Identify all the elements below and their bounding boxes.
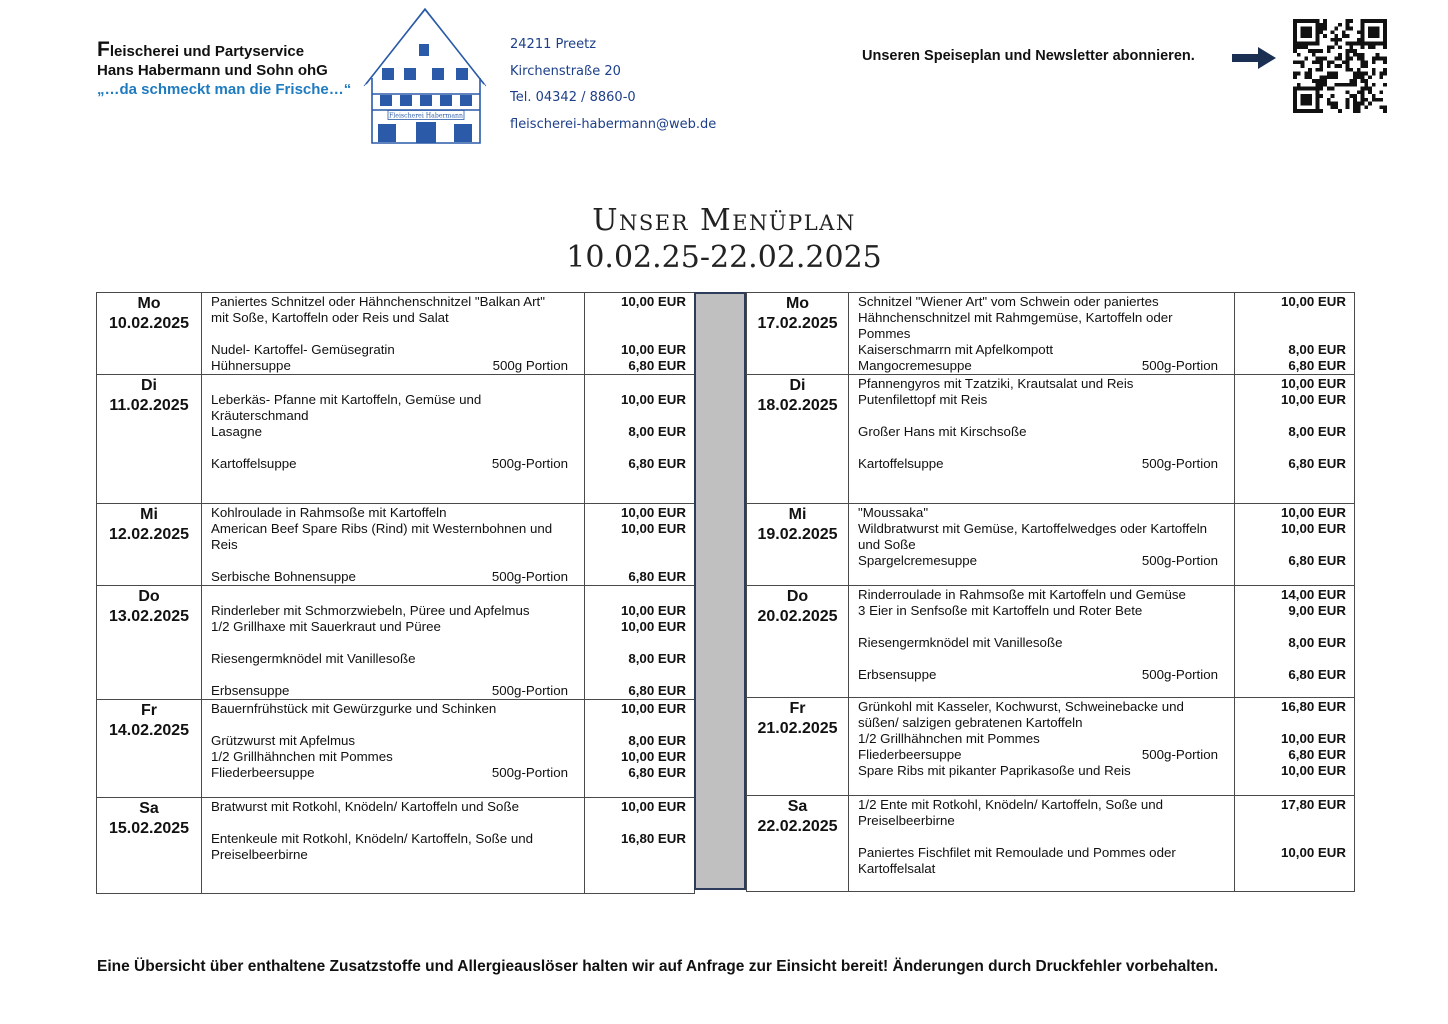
menu-item-text: American Beef Spare Ribs (Rind) mit Westernbohnen und	[211, 521, 553, 536]
menu-item-line	[858, 537, 1226, 553]
portion-label: 500g-Portion	[1141, 553, 1218, 568]
price-value: 10,00 EUR	[1280, 294, 1346, 309]
menu-item-line	[211, 749, 576, 765]
menu-item-line	[858, 797, 1226, 813]
menu-item-line	[211, 619, 576, 635]
menu-item-text: Reis	[211, 537, 238, 552]
footer-note: Eine Übersicht über enthaltene Zusatzstoffe und Allergieauslöser halten wir auf Anfrage zur Einsicht bereit! Änderungen durch Druckfehler vorbehalten.	[97, 958, 1219, 975]
menu-item-line	[211, 847, 576, 863]
menu-date-range: 10.02.25-22.02.2025	[566, 240, 882, 275]
menu-item-text: Leberkäs- Pfanne mit Kartoffeln, Gemüse und	[211, 392, 482, 407]
portion-label: 500g-Portion	[1141, 747, 1218, 762]
menu-item-line	[211, 456, 576, 472]
price-value: 10,00 EUR	[620, 749, 686, 764]
price-value	[589, 326, 686, 342]
day-cell	[97, 586, 202, 700]
menu-item-text: Riesengermknödel mit Vanillesoße	[858, 635, 1063, 650]
menu-items-cell	[849, 586, 1235, 698]
price-value	[589, 553, 686, 569]
menu-items-cell	[202, 586, 585, 700]
day-row-sa	[97, 798, 695, 894]
day-row-di	[97, 375, 695, 504]
menu-item-line	[211, 831, 576, 847]
price-value: 8,00 EUR	[628, 733, 686, 748]
menu-item-line	[858, 619, 1226, 635]
menu-item-text: Bauernfrühstück mit Gewürzgurke und Schinken	[211, 701, 497, 716]
address-phone: Tel. 04342 / 8860-0	[510, 90, 636, 105]
menu-item-text: Nudel- Kartoffel- Gemüsegratin	[211, 342, 395, 357]
menu-item-text: Fliederbeersuppe	[211, 765, 315, 780]
price-value: 10,00 EUR	[620, 701, 686, 716]
menu-item-text: Kartoffelsuppe	[211, 456, 297, 471]
price-value: 16,80 EUR	[1280, 699, 1346, 714]
price-value: 6,80 EUR	[1288, 747, 1346, 762]
menu-item-line	[211, 424, 576, 440]
menu-item-text: 1/2 Ente mit Rotkohl, Knödeln/ Kartoffeln, Soße und	[858, 797, 1164, 812]
menu-item-line	[858, 310, 1226, 326]
day-name: Di	[789, 377, 806, 394]
price-value: 10,00 EUR	[1280, 521, 1346, 536]
menu-item-line	[211, 358, 576, 374]
price-value	[589, 408, 686, 424]
menu-item-line	[858, 408, 1226, 424]
price-value: 6,80 EUR	[1288, 456, 1346, 471]
menu-item-line	[858, 747, 1226, 763]
day-cell	[97, 504, 202, 586]
day-name: Mo	[785, 295, 810, 312]
menu-item-line	[858, 667, 1226, 683]
menu-items-cell	[202, 798, 585, 894]
menu-item-line	[211, 815, 576, 831]
day-date: 11.02.2025	[109, 397, 189, 414]
menu-item-text: Bratwurst mit Rotkohl, Knödeln/ Kartoffeln und Soße	[211, 799, 519, 814]
menu-item-line	[211, 587, 576, 603]
price-value	[1239, 408, 1346, 424]
price-value	[1239, 813, 1346, 829]
menu-items-cell	[849, 796, 1235, 892]
day-cell	[97, 293, 202, 375]
menu-item-text: Rinderleber mit Schmorzwiebeln, Püree und Apfelmus	[211, 603, 530, 618]
menu-item-text: süßen/ salzigen gebratenen Kartoffeln	[858, 715, 1083, 730]
price-value	[589, 717, 686, 733]
price-cell	[585, 700, 695, 798]
day-date: 18.02.2025	[757, 397, 838, 414]
company-owner: Hans Habermann und Sohn ohG	[97, 62, 328, 79]
day-name: Mo	[137, 295, 161, 312]
menu-item-line	[211, 701, 576, 717]
menu-item-text: Rinderroulade in Rahmsoße mit Kartoffeln und Gemüse	[858, 587, 1186, 602]
price-value: 10,00 EUR	[1280, 763, 1346, 778]
price-value: 10,00 EUR	[620, 521, 686, 536]
portion-label: 500g-Portion	[491, 683, 568, 698]
menu-item-text: Kartoffelsalat	[858, 861, 936, 876]
price-cell	[1235, 698, 1355, 796]
price-value: 6,80 EUR	[1288, 553, 1346, 568]
price-value	[589, 815, 686, 831]
price-value	[1239, 440, 1346, 456]
menu-item-line	[858, 294, 1226, 310]
menu-item-text: 1/2 Grillhähnchen mit Pommes	[211, 749, 393, 764]
menu-item-line	[858, 699, 1226, 715]
menu-item-text: Serbische Bohnensuppe	[211, 569, 356, 584]
menu-item-text: Wildbratwurst mit Gemüse, Kartoffelwedges oder Kartoffeln	[858, 521, 1208, 536]
price-value	[1239, 715, 1346, 731]
price-value: 10,00 EUR	[620, 294, 686, 309]
menu-item-text: 1/2 Grillhaxe mit Sauerkraut und Püree	[211, 619, 441, 634]
day-date: 13.02.2025	[108, 608, 190, 625]
price-value: 10,00 EUR	[1280, 845, 1346, 860]
price-value: 16,80 EUR	[620, 831, 686, 846]
price-value: 6,80 EUR	[628, 569, 686, 584]
menu-item-text: Spargelcremesuppe	[858, 553, 978, 568]
menu-item-text: und Soße	[858, 537, 916, 552]
price-cell	[585, 798, 695, 894]
menu-item-text: "Moussaka"	[858, 505, 929, 520]
price-value	[589, 667, 686, 683]
price-cell	[585, 293, 695, 375]
right-week-table	[746, 292, 1355, 892]
day-date: 10.02.2025	[108, 315, 190, 332]
menu-items-cell	[202, 504, 585, 586]
menu-item-text: Preiselbeerbirne	[858, 813, 955, 828]
menu-item-text: Hähnchenschnitzel mit Rahmgemüse, Kartoffeln oder	[858, 310, 1173, 325]
menu-item-line	[858, 715, 1226, 731]
menu-item-line	[858, 861, 1226, 877]
day-row-do	[747, 586, 1355, 698]
menu-item-text: Entenkeule mit Rotkohl, Knödeln/ Kartoffeln, Soße und	[211, 831, 534, 846]
day-cell	[747, 586, 849, 698]
price-value	[1239, 310, 1346, 326]
menu-item-line	[211, 651, 576, 667]
day-name: Sa	[139, 800, 159, 817]
price-value	[1239, 651, 1346, 667]
menu-item-text: 3 Eier in Senfsoße mit Kartoffeln und Roter Bete	[858, 603, 1143, 618]
day-name: Fr	[141, 702, 157, 719]
price-value: 10,00 EUR	[620, 799, 686, 814]
price-value	[589, 440, 686, 456]
menu-item-text: Kräuterschmand	[211, 408, 309, 423]
menu-item-line	[211, 294, 576, 310]
price-value	[1239, 619, 1346, 635]
menu-item-line	[211, 667, 576, 683]
logo-sign-text: Fleischerei Habermann	[389, 112, 463, 120]
menu-item-line	[858, 829, 1226, 845]
price-value	[589, 310, 686, 326]
menu-item-line	[211, 521, 576, 537]
company-block	[97, 40, 351, 99]
menu-item-line	[211, 505, 576, 521]
menu-item-text: Riesengermknödel mit Vanillesoße	[211, 651, 416, 666]
day-cell	[747, 293, 849, 375]
price-cell	[585, 375, 695, 504]
menu-item-line	[858, 603, 1226, 619]
qr-code-icon[interactable]	[1292, 19, 1388, 113]
menu-item-text: mit Soße, Kartoffeln oder Reis und Salat	[211, 310, 449, 325]
menu-item-line	[858, 845, 1226, 861]
menu-item-text: Putenfilettopf mit Reis	[858, 392, 988, 407]
price-value	[589, 376, 686, 392]
day-name: Fr	[789, 700, 806, 717]
table-divider	[694, 292, 746, 890]
menu-item-line	[858, 651, 1226, 667]
price-value: 6,80 EUR	[628, 765, 686, 780]
menu-item-line	[858, 456, 1226, 472]
menu-item-line	[858, 376, 1226, 392]
day-date: 14.02.2025	[108, 722, 190, 739]
menu-item-text: Pfannengyros mit Tzatziki, Krautsalat und Reis	[858, 376, 1134, 391]
price-value: 8,00 EUR	[1288, 635, 1346, 650]
price-cell	[1235, 293, 1355, 375]
menu-item-line	[858, 358, 1226, 374]
menu-items-cell	[849, 375, 1235, 504]
day-row-mo	[747, 293, 1355, 375]
address-city: 24211 Preetz	[510, 37, 597, 52]
day-name: Sa	[787, 798, 808, 815]
day-cell	[97, 700, 202, 798]
price-cell	[1235, 375, 1355, 504]
address-street: Kirchenstraße 20	[510, 63, 621, 79]
menu-item-line	[858, 505, 1226, 521]
slogan: „…da schmeckt man die Frische…“	[97, 81, 352, 98]
portion-label: 500g Portion	[492, 358, 568, 373]
menu-item-text: Paniertes Schnitzel oder Hähnchenschnitzel "Balkan Art"	[211, 294, 545, 309]
menu-item-line	[858, 424, 1226, 440]
day-name: Mi	[140, 506, 158, 523]
price-value: 10,00 EUR	[1280, 376, 1346, 391]
menu-item-line	[858, 553, 1226, 569]
price-value: 17,80 EUR	[1280, 797, 1346, 812]
menu-item-text: Erbsensuppe	[211, 683, 290, 698]
day-row-fr	[97, 700, 695, 798]
price-value: 8,00 EUR	[1288, 424, 1346, 439]
price-cell	[585, 586, 695, 700]
left-week-table	[96, 292, 695, 894]
menu-item-line	[858, 635, 1226, 651]
menu-item-line	[211, 326, 576, 342]
day-row-mi	[747, 504, 1355, 586]
menu-item-text: Großer Hans mit Kirschsoße	[858, 424, 1027, 439]
day-row-mo	[97, 293, 695, 375]
menu-item-line	[211, 603, 576, 619]
newsletter-text: Unseren Speiseplan und Newsletter abonnieren.	[862, 48, 1195, 64]
price-value: 10,00 EUR	[1280, 392, 1346, 407]
day-name: Mi	[788, 506, 807, 523]
menu-item-line	[211, 342, 576, 358]
menu-item-text: Preiselbeerbirne	[211, 847, 308, 862]
menu-item-line	[211, 717, 576, 733]
price-value	[1239, 861, 1346, 877]
price-cell	[1235, 504, 1355, 586]
day-cell	[747, 504, 849, 586]
menu-item-text: Grünkohl mit Kasseler, Kochwurst, Schweinebacke und	[858, 699, 1184, 714]
menu-item-line	[211, 733, 576, 749]
price-value	[1239, 326, 1346, 342]
price-value	[1239, 537, 1346, 553]
day-date: 12.02.2025	[108, 526, 190, 543]
menu-item-line	[858, 342, 1226, 358]
address-block	[510, 32, 716, 138]
price-value	[589, 537, 686, 553]
day-date: 21.02.2025	[757, 720, 838, 737]
menu-item-line	[211, 310, 576, 326]
menu-item-line	[211, 376, 576, 392]
price-value: 6,80 EUR	[628, 358, 686, 373]
price-value: 6,80 EUR	[628, 456, 686, 471]
menu-item-text: 1/2 Grillhähnchen mit Pommes	[858, 731, 1040, 746]
price-value: 8,00 EUR	[628, 424, 686, 439]
menu-item-line	[211, 765, 576, 781]
menu-item-line	[858, 392, 1226, 408]
menu-item-line	[211, 408, 576, 424]
menu-items-cell	[202, 293, 585, 375]
day-date: 17.02.2025	[757, 315, 838, 332]
arrow-right-icon	[1232, 47, 1276, 69]
day-name: Do	[786, 588, 809, 605]
day-name: Di	[141, 377, 157, 394]
menu-item-line	[858, 587, 1226, 603]
day-row-mi	[97, 504, 695, 586]
menu-item-line	[211, 683, 576, 699]
menu-item-text: Spare Ribs mit pikanter Paprikasoße und Reis	[858, 763, 1131, 778]
menu-item-text: Fliederbeersuppe	[858, 747, 962, 762]
price-value: 6,80 EUR	[1288, 358, 1346, 373]
day-cell	[747, 375, 849, 504]
portion-label: 500g-Portion	[491, 765, 568, 780]
menu-item-line	[858, 763, 1226, 779]
menu-items-cell	[849, 293, 1235, 375]
menu-item-text: Hühnersuppe	[211, 358, 291, 373]
price-value: 10,00 EUR	[620, 619, 686, 634]
day-row-sa	[747, 796, 1355, 892]
menu-item-line	[211, 553, 576, 569]
price-value: 8,00 EUR	[628, 651, 686, 666]
price-value: 10,00 EUR	[620, 603, 686, 618]
menu-item-text: Kaiserschmarrn mit Apfelkompott	[858, 342, 1054, 357]
portion-label: 500g-Portion	[1141, 358, 1218, 373]
price-cell	[1235, 586, 1355, 698]
price-value: 6,80 EUR	[628, 683, 686, 698]
price-value	[589, 635, 686, 651]
day-row-do	[97, 586, 695, 700]
menu-item-line	[211, 392, 576, 408]
day-date: 22.02.2025	[757, 818, 838, 835]
price-value: 9,00 EUR	[1288, 603, 1346, 618]
price-value: 10,00 EUR	[620, 505, 686, 520]
menu-items-cell	[202, 375, 585, 504]
price-value: 10,00 EUR	[1280, 731, 1346, 746]
price-cell	[585, 504, 695, 586]
company-name: Fleischerei und Partyservice	[97, 38, 305, 61]
menu-title: Unser Menüplan	[592, 203, 856, 238]
menu-item-text: Pommes	[858, 326, 911, 341]
day-cell	[97, 798, 202, 894]
day-cell	[97, 375, 202, 504]
price-value: 6,80 EUR	[1288, 667, 1346, 682]
address-email[interactable]: fleischerei-habermann@web.de	[510, 116, 717, 132]
menu-item-text: Schnitzel "Wiener Art" vom Schwein oder paniertes	[858, 294, 1159, 309]
price-value	[1239, 829, 1346, 845]
price-value: 10,00 EUR	[1280, 505, 1346, 520]
portion-label: 500g-Portion	[491, 456, 568, 471]
menu-item-text: Grützwurst mit Apfelmus	[211, 733, 356, 748]
day-date: 15.02.2025	[108, 820, 190, 837]
price-value	[589, 587, 686, 603]
day-date: 20.02.2025	[757, 608, 838, 625]
menu-item-text: Kohlroulade in Rahmsoße mit Kartoffeln	[211, 505, 447, 520]
price-value: 10,00 EUR	[620, 342, 686, 357]
menu-item-line	[858, 521, 1226, 537]
menu-item-line	[858, 813, 1226, 829]
price-cell	[1235, 796, 1355, 892]
menu-item-line	[858, 731, 1226, 747]
menu-item-line	[211, 635, 576, 651]
house-logo-icon	[362, 6, 488, 146]
menu-item-line	[211, 799, 576, 815]
menu-item-line	[858, 440, 1226, 456]
portion-label: 500g-Portion	[1141, 456, 1218, 471]
price-value	[589, 847, 686, 863]
menu-item-text: Erbsensuppe	[858, 667, 937, 682]
menu-items-cell	[849, 504, 1235, 586]
menu-items-cell	[849, 698, 1235, 796]
price-value: 8,00 EUR	[1288, 342, 1346, 357]
menu-item-line	[211, 440, 576, 456]
day-date: 19.02.2025	[757, 526, 838, 543]
portion-label: 500g-Portion	[491, 569, 568, 584]
menu-item-line	[211, 569, 576, 585]
menu-items-cell	[202, 700, 585, 798]
menu-item-line	[858, 326, 1226, 342]
menu-item-text: Lasagne	[211, 424, 263, 439]
day-cell	[747, 796, 849, 892]
day-row-fr	[747, 698, 1355, 796]
menu-item-line	[211, 537, 576, 553]
price-value: 14,00 EUR	[1280, 587, 1346, 602]
portion-label: 500g-Portion	[1141, 667, 1218, 682]
day-cell	[747, 698, 849, 796]
menu-item-text: Mangocremesuppe	[858, 358, 972, 373]
day-row-di	[747, 375, 1355, 504]
price-value: 10,00 EUR	[620, 392, 686, 407]
menu-item-text: Paniertes Fischfilet mit Remoulade und Pommes oder	[858, 845, 1176, 860]
day-name: Do	[138, 588, 160, 605]
menu-item-text: Kartoffelsuppe	[858, 456, 944, 471]
